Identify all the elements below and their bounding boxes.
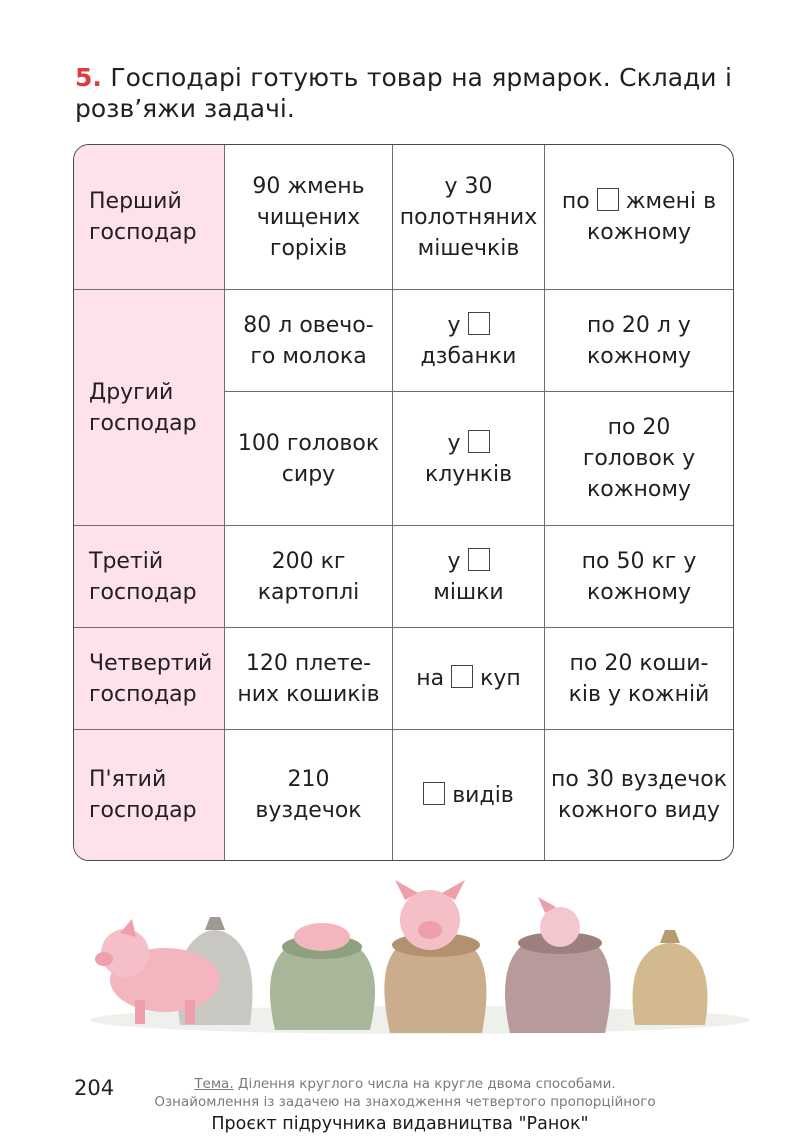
- container-cell: [393, 145, 545, 290]
- container-text: куп: [480, 666, 521, 691]
- brown-sack: [384, 945, 486, 1033]
- table-row: [74, 290, 733, 392]
- owner-cell: Перший господар: [74, 145, 225, 290]
- container-cell: [393, 392, 545, 526]
- container-cell: [393, 730, 545, 860]
- each-text: жмені в кожному: [586, 189, 717, 245]
- page-number: 204: [74, 1076, 115, 1100]
- owner-cell: Другий господар: [74, 290, 225, 526]
- each-cell: по 20 л у кожному: [545, 290, 733, 392]
- task-text: Господарі готують товар на ярмарок. Склади і розв’яжи задачі.: [75, 63, 732, 123]
- answer-box[interactable]: [468, 430, 490, 453]
- container-prefix: у: [447, 548, 461, 574]
- container-text: видів: [452, 782, 514, 808]
- container-prefix: у: [447, 312, 461, 338]
- container-text: клунків: [424, 461, 513, 487]
- answer-box[interactable]: [597, 188, 619, 211]
- container-prefix: у: [447, 430, 461, 456]
- answer-box[interactable]: [451, 665, 473, 688]
- each-cell: по 20 коши-ків у кожній: [545, 628, 733, 730]
- table-row: [74, 730, 733, 860]
- task-statement: [75, 62, 732, 124]
- pigs-and-sacks-illustration: [90, 875, 750, 1035]
- owner-cell: П'ятий господар: [74, 730, 225, 860]
- topic-text: Ділення круглого числа на кругле двома способами.: [237, 1076, 616, 1092]
- goods-cell: 120 плете-них кошиків: [225, 628, 393, 730]
- topic-note: [130, 1075, 680, 1111]
- each-cell: по 50 кг у кожному: [545, 526, 733, 628]
- each-cell: по 30 вуздечок кожного виду: [551, 767, 727, 823]
- mauve-sack: [505, 943, 611, 1033]
- container-text: дзбанки: [420, 343, 517, 369]
- container-cell: [393, 628, 545, 730]
- table-row: [74, 145, 733, 290]
- container-cell: [393, 526, 545, 628]
- goods-table: [73, 144, 734, 861]
- topic-line2: Ознайомлення із задачею на знаходження четвертого пропорційного: [154, 1094, 656, 1110]
- table-row: [74, 628, 733, 730]
- owner-cell: Третій господар: [74, 526, 225, 628]
- task-number: 5.: [75, 63, 102, 92]
- each-cell: [545, 145, 733, 290]
- container-text: у 30 полотняних мішечків: [399, 173, 538, 261]
- goods-cell: 210 вуздечок: [225, 730, 393, 860]
- topic-label: Тема.: [194, 1076, 234, 1092]
- publisher-note: Проєкт підручника видавництва "Ранок": [211, 1114, 589, 1134]
- tan-sack: [633, 943, 708, 1025]
- table-row: [74, 526, 733, 628]
- owner-cell: Четвертий господар: [74, 628, 225, 730]
- goods-cell: 90 жмень чищених горіхів: [225, 145, 393, 290]
- answer-box[interactable]: [468, 548, 490, 571]
- goods-cell: 100 головок сиру: [225, 392, 393, 526]
- answer-box[interactable]: [423, 782, 445, 805]
- container-text: мішки: [433, 579, 504, 605]
- container-prefix: на: [416, 666, 445, 691]
- goods-cell: 80 л овечо-го молока: [225, 290, 393, 392]
- each-prefix: по: [561, 189, 590, 214]
- answer-box[interactable]: [468, 312, 490, 335]
- container-cell: [393, 290, 545, 392]
- each-cell: по 20 головок у кожному: [545, 392, 733, 526]
- goods-cell: 200 кг картоплі: [225, 526, 393, 628]
